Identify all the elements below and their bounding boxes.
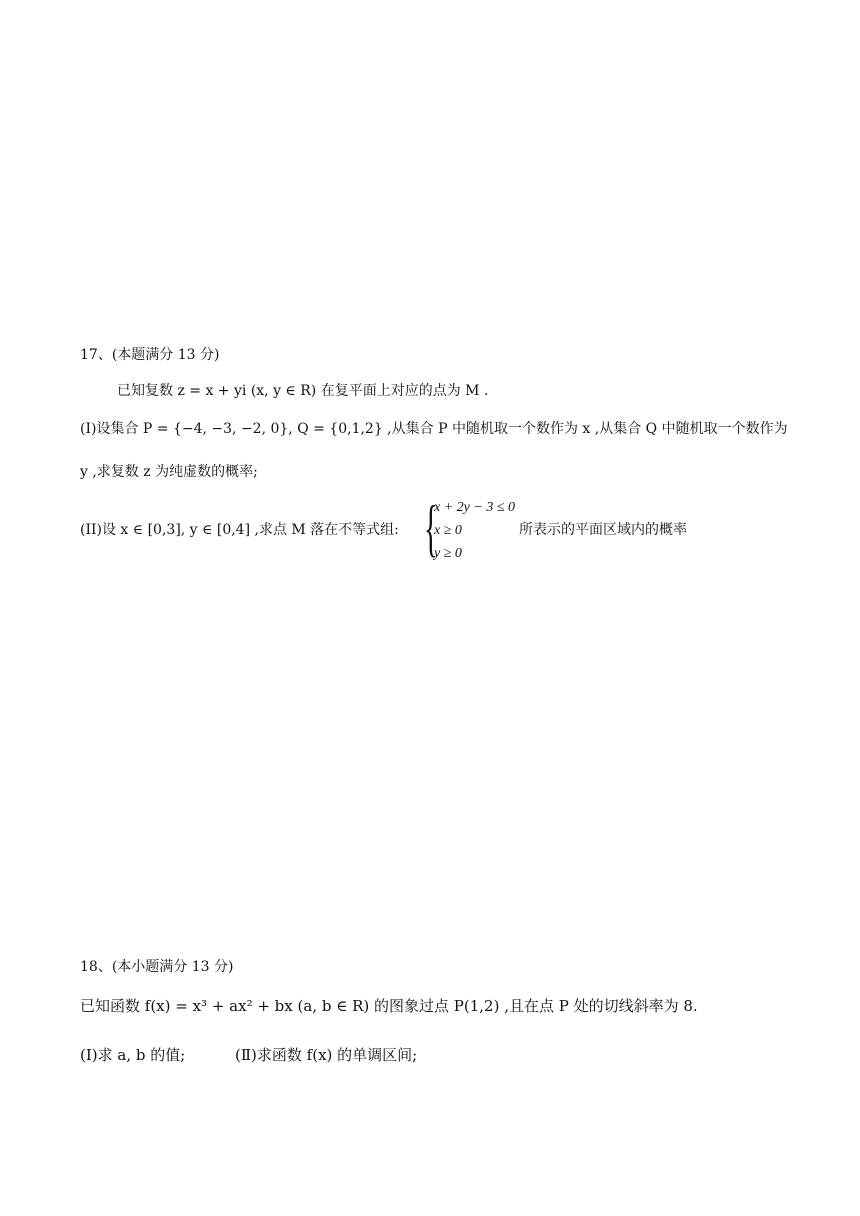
left-brace: { [424, 492, 438, 563]
q18-part1: (Ⅰ)求 a, b 的值; [80, 1046, 186, 1064]
q17-part1-line2: y ,求复数 z 为纯虚数的概率; [80, 464, 258, 480]
q17-part2-prefix: (II)设 x ∈ [0,3], y ∈ [0,4] ,求点 M 落在不等式组: [80, 522, 399, 538]
inequality-system [424, 492, 534, 570]
q17-part2-suffix: 所表示的平面区域内的概率 [519, 522, 687, 538]
q17-heading: 17、(本题满分 13 分) [80, 347, 220, 363]
q18-heading: 18、(本小题满分 13 分) [80, 959, 234, 975]
q18-intro: 已知函数 f(x) = x³ + ax² + bx (a, b ∈ R) 的图象过点 P(1,2) ,且在点 P 处的切线斜率为 8. [80, 997, 698, 1015]
inequality-row: y ≥ 0 [434, 546, 462, 561]
inequality-row: x ≥ 0 [434, 523, 462, 538]
q18-part2: (Ⅱ)求函数 f(x) 的单调区间; [235, 1046, 418, 1064]
q17-intro: 已知复数 z = x + yi (x, y ∈ R) 在复平面上对应的点为 M . [117, 383, 489, 399]
inequality-row: x + 2y − 3 ≤ 0 [434, 500, 516, 515]
q17-part1-line1: (I)设集合 P = {−4, −3, −2, 0}, Q = {0,1,2} ,从集合 P 中随机取一个数作为 x ,从集合 Q 中随机取一个数作为 [80, 421, 788, 437]
